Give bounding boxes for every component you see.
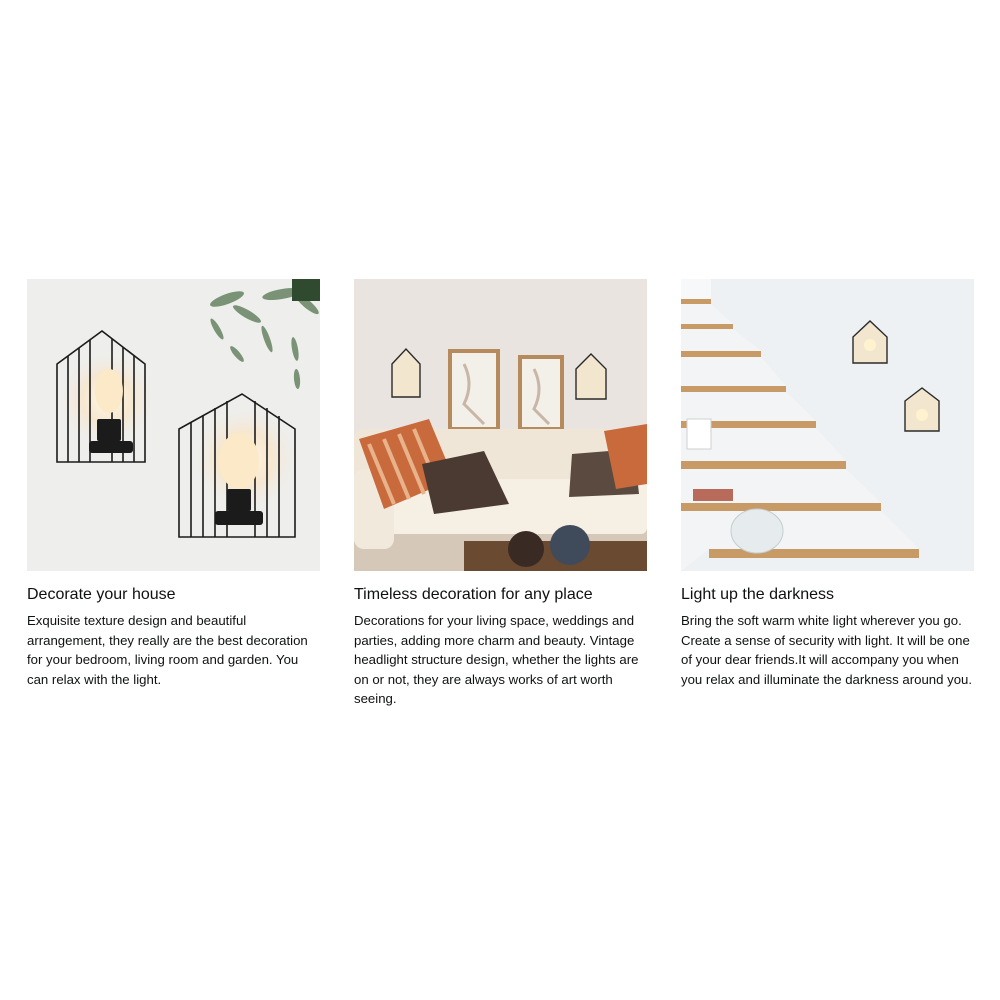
picture-frame-icon [520, 357, 562, 429]
product-photo-living-room [354, 279, 647, 571]
product-photo-wall-lamps [27, 279, 320, 571]
decorative-ball-icon [550, 525, 590, 565]
card-description: Decorations for your living space, weddings and parties, adding more charm and beauty. Vintage headlight structure design, whether the lights are on or not, they are always works of art worth seeing. [354, 613, 639, 707]
feature-card-light-up [681, 279, 974, 689]
feature-card-decorate [27, 279, 320, 689]
card-title: Decorate your house [27, 586, 176, 603]
decorative-ball-icon [508, 531, 544, 567]
picture-frame-icon [450, 351, 498, 429]
card-title: Timeless decoration for any place [354, 586, 593, 603]
product-photo-staircase [681, 279, 974, 571]
glass-bowl-icon [731, 509, 783, 553]
card-title: Light up the darkness [681, 586, 834, 603]
card-description: Bring the soft warm white light wherever you go. Create a sense of security with light. It will be one of your dear friends.It will accompany you when you relax and illuminate the darkness around you. [681, 613, 973, 687]
feature-card-timeless [354, 279, 647, 709]
card-description: Exquisite texture design and beautiful arrangement, they really are the best decoration for your bedroom, living room and garden. You can relax with the light. [27, 613, 308, 687]
